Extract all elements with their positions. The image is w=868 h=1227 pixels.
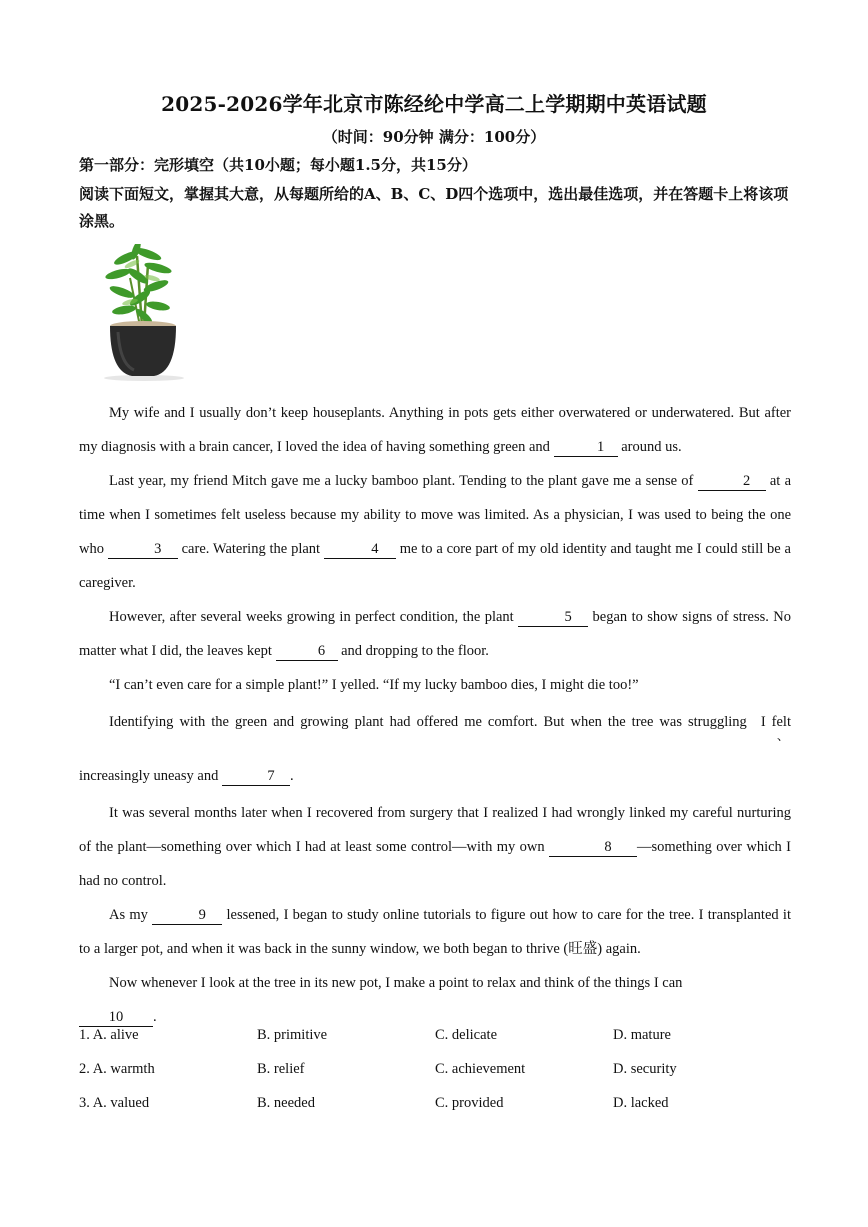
option-b[interactable]: B. needed — [257, 1095, 315, 1111]
option-a[interactable]: 2. A. warmth — [79, 1061, 155, 1077]
passage-paragraph: As my 9 lessened, I began to study online tutorials to figure out how to care for the tree. I transplanted it to a larger pot, and when it was back in the sunny window, we both began to thrive (旺盛) again. — [79, 907, 791, 957]
blank-1[interactable]: 1 — [554, 438, 618, 457]
blank-7[interactable]: 7 — [222, 767, 290, 786]
blank-9[interactable]: 9 — [152, 906, 222, 925]
option-b[interactable]: B. primitive — [257, 1027, 328, 1043]
passage-paragraph: It was several months later when I recovered from surgery that I realized I had wrongly linked my careful nurturing of the plant—something over which I had at least some control—with my own 8 —something over which I had no control. — [79, 805, 791, 889]
question-row — [79, 1088, 791, 1122]
passage-paragraph: Identifying with the green and growing plant had offered me comfort. But when the tree was struggling、I felt increasingly uneasy and 7 . — [79, 714, 791, 784]
passage-paragraph: “I can’t even care for a simple plant!” I yelled. “If my lucky bamboo dies, I might die too!” — [109, 677, 639, 693]
section-instruction: 阅读下面短文，掌握其大意，从每题所给的A、B、C、D四个选项中，选出最佳选项，并在答题卡上将该项涂黑。 — [79, 185, 789, 230]
blank-4[interactable]: 4 — [324, 540, 396, 559]
passage-paragraph: 10 . — [79, 1000, 791, 1034]
blank-3[interactable]: 3 — [108, 540, 178, 559]
passage-paragraph: Now whenever I look at the tree in its new pot, I make a point to relax and think of the things I can — [109, 975, 683, 991]
option-d[interactable]: D. lacked — [613, 1095, 669, 1111]
exam-time-info: （时间：90分钟 满分：100分） — [322, 128, 546, 146]
blank-6[interactable]: 6 — [276, 642, 338, 661]
option-d[interactable]: D. security — [613, 1061, 677, 1077]
option-a[interactable]: 3. A. valued — [79, 1095, 150, 1111]
section-heading: 第一部分：完形填空（共10小题；每小题1.5分，共15分） — [79, 156, 477, 174]
answer-options — [79, 1020, 791, 1122]
question-row — [79, 1020, 791, 1054]
passage-paragraph: However, after several weeks growing in perfect condition, the plant 5 began to show signs of stress. No matter what I did, the leaves kept 6 and dropping to the floor. — [79, 609, 791, 659]
blank-2[interactable]: 2 — [698, 472, 766, 491]
question-row — [79, 1054, 791, 1088]
blank-8[interactable]: 8 — [549, 838, 637, 857]
option-c[interactable]: C. provided — [435, 1095, 504, 1111]
option-c[interactable]: C. delicate — [435, 1027, 498, 1043]
option-d[interactable]: D. mature — [613, 1027, 671, 1043]
option-a[interactable]: 1. A. alive — [79, 1027, 139, 1043]
blank-10[interactable]: 10 — [79, 1008, 153, 1027]
cloze-passage — [79, 396, 791, 1034]
blank-5[interactable]: 5 — [518, 608, 588, 627]
bamboo-plant-icon — [96, 244, 196, 384]
punctuation-mark: 、 — [776, 729, 789, 743]
page-title: 2025-2026学年北京市陈经纶中学高二上学期期中英语试题 — [161, 92, 707, 116]
passage-paragraph: My wife and I usually don’t keep houseplants. Anything in pots gets either overwatered or underwatered. But after my diagnosis with a brain cancer, I loved the idea of having something green and 1 around us. — [79, 405, 791, 455]
passage-paragraph: Last year, my friend Mitch gave me a lucky bamboo plant. Tending to the plant gave me a sense of 2 at a time when I sometimes felt useless because my ability to move was limited. As a physician, I was used to being the one who 3 care. Watering the plant 4 me to a core part of my old identity and taught me I could still be a caregiver. — [79, 473, 792, 591]
option-c[interactable]: C. achievement — [435, 1061, 526, 1077]
option-b[interactable]: B. relief — [257, 1061, 305, 1077]
